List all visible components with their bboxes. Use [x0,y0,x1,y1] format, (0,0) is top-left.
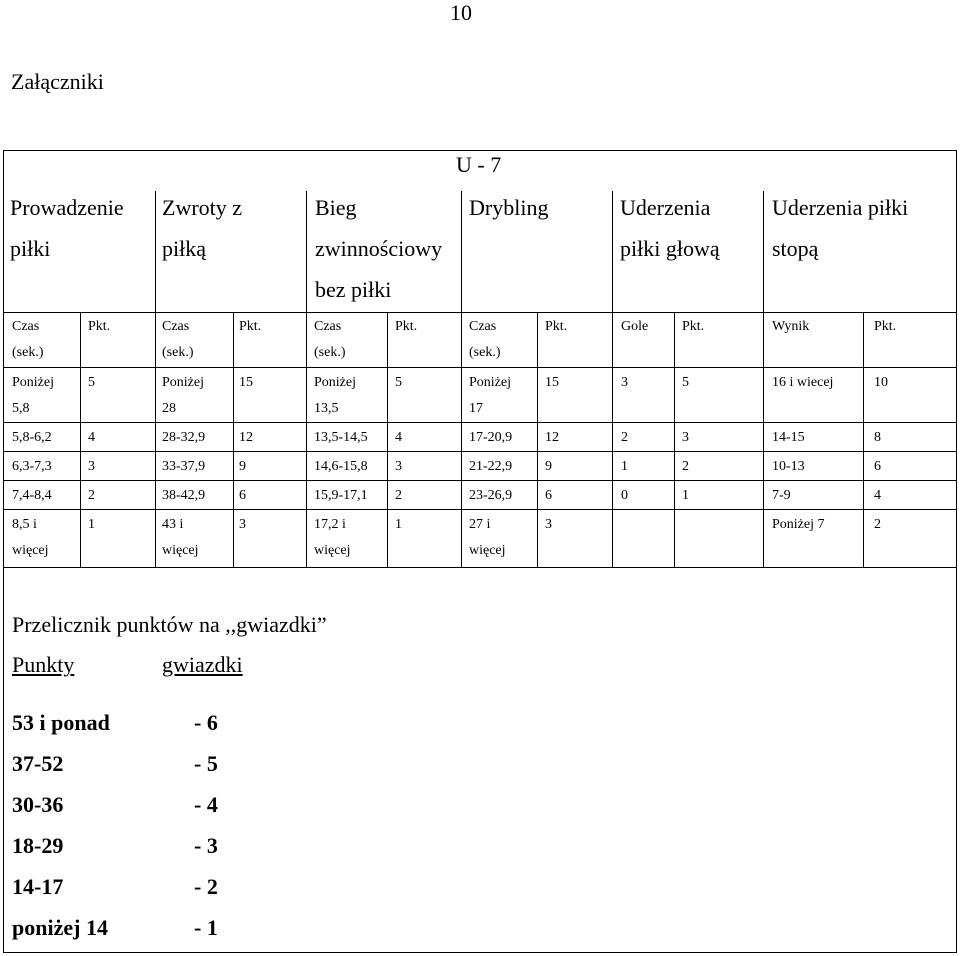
subheader-cell: Pkt. [545,319,568,334]
table-rule [4,567,956,568]
table-cell: 1 [682,488,689,503]
table-cell: 3 [621,375,628,390]
table-rule [863,312,864,567]
table-cell: 8 [874,430,881,445]
column-header: Drybling [469,195,549,220]
conversion-points: 14-17 [12,874,64,899]
conversion-col-points: Punkty [12,652,75,677]
table-cell: 28 [162,401,176,416]
score-table [3,150,957,953]
table-cell: 1 [88,517,95,532]
subheader-cell: Czas [12,319,40,334]
subheader-cell: Wynik [772,319,810,334]
subheader-cell: Pkt. [88,319,111,334]
table-cell: 5 [88,375,95,390]
table-rule [461,191,462,567]
table-rule [4,367,956,368]
table-cell: 3 [239,517,246,532]
table-cell: 14-15 [772,430,805,445]
table-cell: 33-37,9 [162,459,206,474]
subheader-cell: Gole [621,319,649,334]
table-cell: 6,3-7,3 [12,459,52,474]
table-cell: więcej [314,543,351,558]
table-cell: Poniżej [314,375,356,390]
table-cell: 14,6-15,8 [314,459,368,474]
table-rule [306,191,307,567]
conversion-points: 53 i ponad [12,710,110,735]
table-rule [387,312,388,567]
conversion-points: poniżej 14 [12,915,108,940]
column-header: stopą [772,236,819,261]
table-cell: 17,2 i [314,517,346,532]
table-cell: 3 [682,430,689,445]
table-cell: Poniżej [12,375,54,390]
subheader-cell: Pkt. [874,319,897,334]
table-cell: 13,5 [314,401,339,416]
table-cell: 27 i [469,517,491,532]
table-cell: 38-42,9 [162,488,206,503]
table-cell: więcej [162,543,199,558]
column-header: Uderzenia piłki [772,195,909,220]
page-number: 10 [450,0,472,25]
conversion-title: Przelicznik punktów na ,,gwiazdki” [12,612,327,637]
table-rule [80,312,81,567]
table-cell: 4 [88,430,95,445]
column-header: zwinnościowy [315,236,443,261]
age-group-label: U - 7 [456,152,502,177]
table-rule [674,312,675,567]
column-header: bez piłki [315,277,392,302]
table-cell: 23-26,9 [469,488,513,503]
table-cell: 12 [545,430,559,445]
table-cell: 15 [545,375,559,390]
table-cell: 9 [239,459,246,474]
conversion-stars: - 1 [194,915,218,940]
table-cell: 17-20,9 [469,430,513,445]
conversion-points: 37-52 [12,751,64,776]
subheader-cell: (sek.) [314,345,346,360]
subheader-cell: (sek.) [12,345,44,360]
table-cell: więcej [12,543,49,558]
column-header: Zwroty z [162,195,243,220]
table-cell: 2 [395,488,402,503]
table-cell: 4 [874,488,881,503]
column-header: piłki głową [620,236,720,261]
conversion-points: 30-36 [12,792,64,817]
table-cell: 3 [395,459,402,474]
subheader-cell: Czas [162,319,190,334]
table-cell: 5 [395,375,402,390]
column-header: Uderzenia [620,195,711,220]
table-cell: 5 [682,375,689,390]
table-cell: 7,4-8,4 [12,488,52,503]
table-cell: 2 [621,430,628,445]
table-rule [537,312,538,567]
table-cell: 5,8 [12,401,30,416]
table-cell: 2 [874,517,881,532]
conversion-stars: - 4 [194,792,218,817]
table-cell: 15 [239,375,253,390]
table-cell: Poniżej [469,375,511,390]
table-cell: 4 [395,430,402,445]
table-cell: 8,5 i [12,517,37,532]
table-rule [233,312,234,567]
table-cell: 2 [682,459,689,474]
table-cell: 5,8-6,2 [12,430,52,445]
table-cell: 0 [621,488,628,503]
table-rule [612,191,613,567]
table-cell: 6 [874,459,881,474]
table-rule [155,191,156,567]
table-cell: 6 [239,488,246,503]
table-cell: 21-22,9 [469,459,513,474]
table-cell: 3 [88,459,95,474]
subheader-cell: Czas [469,319,497,334]
conversion-stars: - 6 [194,710,218,735]
table-cell: 1 [621,459,628,474]
table-cell: 12 [239,430,253,445]
subheader-cell: (sek.) [469,345,501,360]
column-header: piłki [10,236,51,261]
table-cell: Poniżej [162,375,204,390]
table-cell: 28-32,9 [162,430,206,445]
conversion-stars: - 2 [194,874,218,899]
conversion-stars: - 5 [194,751,218,776]
table-cell: 6 [545,488,552,503]
subheader-cell: Pkt. [395,319,418,334]
conversion-points: 18-29 [12,833,64,858]
subheader-cell: Czas [314,319,342,334]
table-cell: 17 [469,401,483,416]
subheader-cell: (sek.) [162,345,194,360]
table-cell: 9 [545,459,552,474]
table-rule [763,191,764,567]
table-cell: 43 i [162,517,184,532]
conversion-stars: - 3 [194,833,218,858]
subheader-cell: Pkt. [239,319,262,334]
subheader-cell: Pkt. [682,319,705,334]
table-cell: 2 [88,488,95,503]
table-cell: 7-9 [772,488,791,503]
table-cell: 10 [874,375,888,390]
conversion-col-stars: gwiazdki [162,652,243,677]
table-cell: Poniżej 7 [772,517,825,532]
table-cell: więcej [469,543,506,558]
table-cell: 13,5-14,5 [314,430,368,445]
table-cell: 15,9-17,1 [314,488,368,503]
table-cell: 1 [395,517,402,532]
column-header: Bieg [315,195,357,220]
column-header: Prowadzenie [10,195,124,220]
table-cell: 16 i wiecej [772,375,834,390]
table-cell: 3 [545,517,552,532]
page-title: Załączniki [11,69,104,94]
column-header: piłką [162,236,206,261]
table-cell: 10-13 [772,459,805,474]
